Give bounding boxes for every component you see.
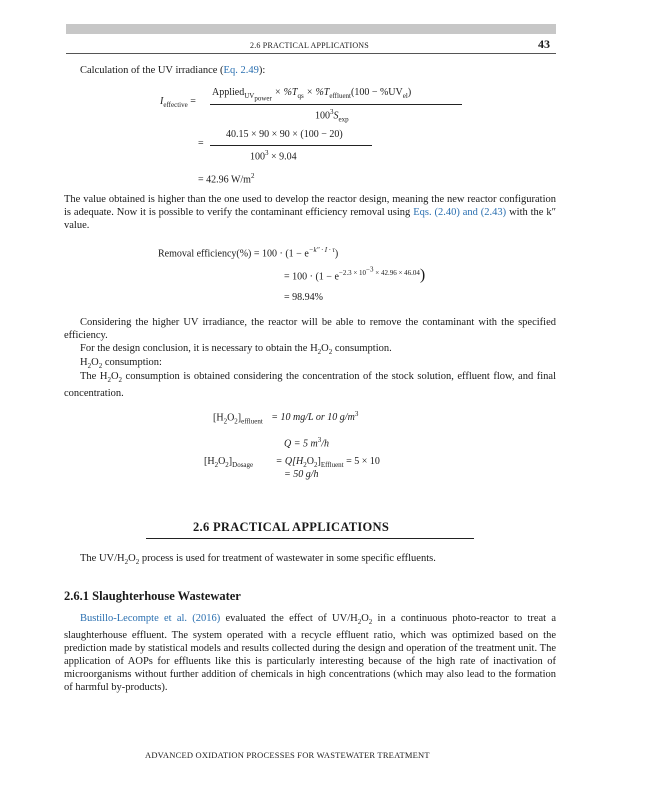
page-number: 43	[538, 37, 550, 51]
paragraph-slaughterhouse: Bustillo-Lecompte et al. (2016) evaluated the effect of $UV/H_2O_2$ in a continuous photo-reactor to treat a slaughterhouse effluent. The system operated with a recycle effluent ratio, which was optimized based on the prediction made by statistical models and results collected during the design and operation of the treatment unit. The application of AOPs for effluents like this is particularly interesting because of the high rate of inactivation of microorganisms without further addition of chemicals in high concentrations (which may also lead to the formation of harmful by-products).	[64, 613, 556, 694]
eq2-equals: =	[198, 138, 204, 149]
i-effective-lhs: $I_{effective}$ =	[160, 96, 196, 109]
eq1-numerator: Applied$_{UV_{power}}$ × $\%T_{qs} \times \%T_{effluent}(100 - \%UV_{el})$	[212, 87, 412, 103]
h2o2-effluent-eq: $[H_2O_2]_{effluent} = 10$ mg/L or 10 $g/m^3$	[213, 410, 359, 426]
paragraph-design-conclusion: For the design conclusion, it is necessary to obtain the $H_2O_2$ consumption.	[80, 343, 392, 357]
h2o2-dosage-eq: $[H_2O_2]_{Dosage} = Q[H_2O_2]_{Effluent} = 5 \times 10$	[204, 456, 380, 469]
eq2-fraction-bar	[210, 145, 372, 146]
paragraph-higher-uv: Considering the higher UV irradiance, the reactor will be able to remove the contaminant with the specified efficiency.	[64, 317, 556, 341]
removal-eq-line2: = $100 \cdot (1 - e^{-2.3 \times 10^{-3} \times 42.96 \times 46.04})$	[284, 266, 426, 284]
calc-intro: Calculation of the UV irradiance (Eq. 2.49):	[80, 65, 266, 76]
removal-result: = 98.94%	[284, 292, 323, 303]
paragraph-h2o2-heading: $H_2O_2$ consumption:	[80, 357, 162, 371]
eq-2-49-link[interactable]: Eq. 2.49	[223, 65, 259, 76]
irradiance-result: = 42.96 $W/m^2$	[198, 172, 255, 186]
section-rule	[146, 538, 474, 539]
h2o2-dosage-result: = 50 g/h	[284, 469, 319, 480]
eqs-2-40-2-43-link[interactable]: Eqs. (2.40) and (2.43)	[413, 207, 507, 218]
removal-eq-line1: Removal efficiency(%) = $100 \cdot (1 - e^{-k'' \cdot I \cdot \tau})$	[158, 246, 339, 260]
section-title: 2.6 PRACTICAL APPLICATIONS	[193, 520, 390, 534]
bustillo-lecompte-link[interactable]: Bustillo-Lecompte et al. (2016)	[80, 613, 221, 624]
eq2-denominator: $100^3 \times 9.04$	[250, 149, 297, 163]
header-bar	[66, 24, 556, 34]
header-rule	[66, 53, 556, 54]
running-title: 2.6 PRACTICAL APPLICATIONS	[250, 41, 369, 50]
subsection-title: 2.6.1 Slaughterhouse Wastewater	[64, 589, 241, 603]
eq1-denominator: $100^3S_{exp}$	[315, 108, 349, 124]
eq1-fraction-bar	[210, 104, 462, 105]
eq2-numerator: 40.15 × 90 × 90 × (100 − 20)	[226, 129, 343, 140]
paragraph-verify: The value obtained is higher than the one used to develop the reactor design, meaning the new reactor configuration is adequate. Now it is possible to verify the contaminant efficiency removal using Eqs. (2.40) and (2.43) with the k″ value.	[64, 194, 556, 231]
flow-eq: Q = 5 $m^3/h$	[284, 436, 329, 450]
section-intro: The $UV/H_2O_2$ process is used for treatment of wastewater in some specific effluents.	[80, 553, 436, 567]
footer-book-title: ADVANCED OXIDATION PROCESSES FOR WASTEWATER TREATMENT	[145, 750, 430, 760]
paragraph-h2o2-consumption: The $H_2O_2$ consumption is obtained considering the concentration of the stock solution, effluent flow, and final concentration.	[64, 371, 556, 400]
